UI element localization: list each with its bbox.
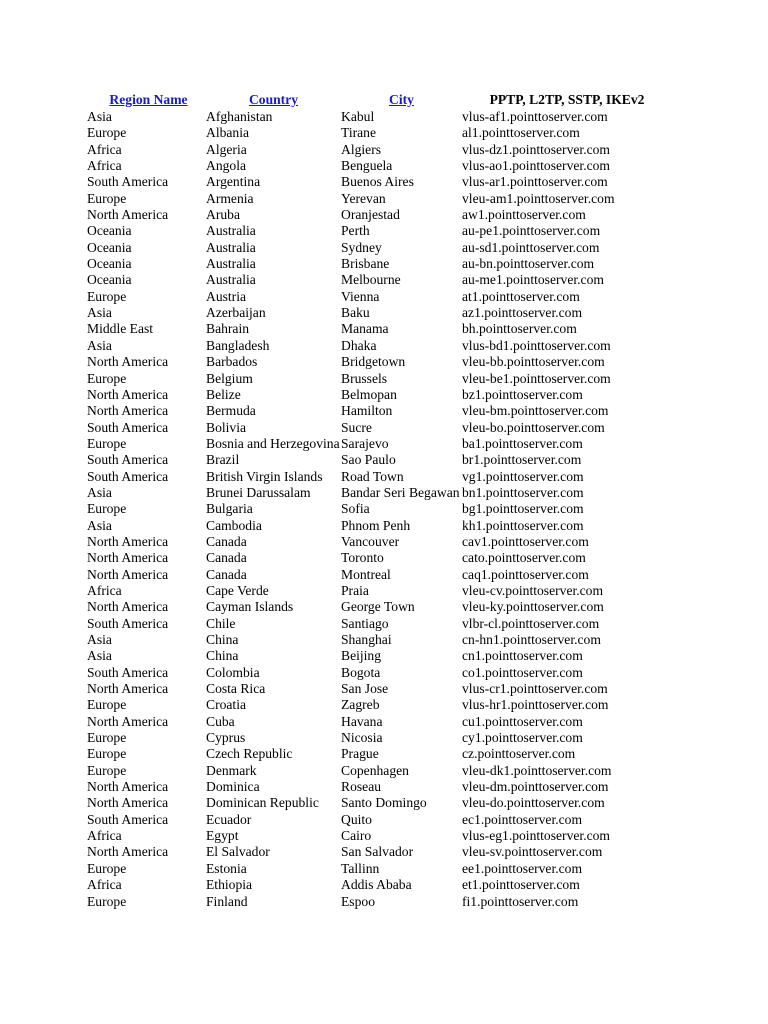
- table-row: [87, 665, 672, 681]
- city-cell: Bandar Seri Begawan: [341, 484, 460, 500]
- server-cell: aw1.pointtoserver.com: [462, 207, 586, 223]
- region-cell: North America: [87, 844, 169, 860]
- table-row: [87, 795, 672, 811]
- country-cell: Afghanistan: [206, 109, 273, 124]
- country-cell: Costa Rica: [206, 681, 266, 697]
- city-cell: Havana: [341, 713, 383, 729]
- country-cell: Australia: [206, 223, 256, 239]
- server-cell: ec1.pointtoserver.com: [462, 811, 583, 827]
- server-cell: at1.pointtoserver.com: [462, 288, 580, 304]
- table-row: [87, 894, 672, 910]
- server-cell: bg1.pointtoserver.com: [462, 501, 584, 517]
- city-cell: Bridgetown: [341, 354, 406, 370]
- table-header: [87, 92, 672, 109]
- region-name-header-link[interactable]: Region Name: [109, 92, 188, 107]
- server-cell: co1.pointtoserver.com: [462, 664, 583, 680]
- region-cell: Africa: [87, 141, 122, 157]
- city-header-link[interactable]: City: [389, 92, 414, 107]
- country-cell: Argentina: [206, 174, 261, 190]
- city-cell: Addis Ababa: [341, 877, 412, 893]
- city-cell: Zagreb: [341, 697, 380, 713]
- region-cell: Africa: [87, 158, 122, 174]
- table-row: [87, 174, 672, 190]
- region-cell: Africa: [87, 828, 122, 844]
- table-row: [87, 354, 672, 370]
- server-cell: cn-hn1.pointtoserver.com: [462, 632, 601, 647]
- table-row: [87, 240, 672, 256]
- country-cell: Estonia: [206, 860, 247, 876]
- region-cell: Europe: [87, 762, 127, 778]
- table-row: [87, 289, 672, 305]
- header-row: [87, 92, 672, 109]
- table-row: [87, 616, 672, 632]
- region-cell: North America: [87, 354, 169, 370]
- region-cell: North America: [87, 795, 169, 811]
- server-cell: az1.pointtoserver.com: [462, 305, 583, 321]
- country-cell: Brazil: [206, 452, 240, 468]
- server-cell: vleu-do.pointtoserver.com: [462, 795, 605, 811]
- server-cell: ba1.pointtoserver.com: [462, 435, 583, 451]
- table-row: [87, 420, 672, 436]
- city-cell: Brisbane: [341, 256, 390, 272]
- country-cell: Canada: [206, 566, 247, 582]
- region-cell: South America: [87, 615, 169, 631]
- region-cell: South America: [87, 811, 169, 827]
- city-cell: Hamilton: [341, 403, 393, 419]
- server-cell: vlus-af1.pointtoserver.com: [462, 109, 608, 124]
- region-cell: Middle East: [87, 321, 154, 337]
- city-cell: Sarajevo: [341, 435, 389, 451]
- country-cell: Finland: [206, 893, 248, 909]
- table-row: [87, 746, 672, 762]
- city-cell: Beijing: [341, 648, 382, 664]
- country-cell: Angola: [206, 158, 247, 174]
- region-cell: Oceania: [87, 256, 132, 272]
- country-cell: Bosnia and Herzegovina: [206, 435, 340, 451]
- region-cell: Oceania: [87, 272, 132, 288]
- region-cell: North America: [87, 386, 169, 402]
- city-cell: Copenhagen: [341, 762, 409, 778]
- city-cell: Vienna: [341, 288, 380, 304]
- city-cell: Sao Paulo: [341, 452, 396, 468]
- table-row: [87, 256, 672, 272]
- server-cell: vleu-bm.pointtoserver.com: [462, 403, 609, 419]
- server-cell: caq1.pointtoserver.com: [462, 566, 589, 582]
- country-cell: Ecuador: [206, 811, 252, 827]
- table-row: [87, 305, 672, 321]
- server-cell: cu1.pointtoserver.com: [462, 713, 583, 729]
- city-cell: Prague: [341, 746, 379, 762]
- country-cell: Dominican Republic: [206, 795, 319, 811]
- country-cell: Brunei Darussalam: [206, 484, 311, 500]
- table-row: [87, 403, 672, 419]
- table-row: [87, 191, 672, 207]
- city-cell: Tallinn: [341, 860, 380, 876]
- city-cell: Nicosia: [341, 730, 383, 746]
- city-cell: Oranjestad: [341, 207, 400, 223]
- server-cell: vlus-hr1.pointtoserver.com: [462, 697, 609, 713]
- region-cell: South America: [87, 468, 169, 484]
- server-cell: ee1.pointtoserver.com: [462, 860, 583, 876]
- city-cell: Vancouver: [341, 533, 400, 549]
- country-cell: Denmark: [206, 762, 257, 778]
- city-cell: Espoo: [341, 893, 375, 909]
- country-cell: Australia: [206, 239, 256, 255]
- country-cell: Algeria: [206, 141, 247, 157]
- city-cell: Benguela: [341, 158, 393, 174]
- table-row: [87, 452, 672, 468]
- country-cell: Bulgaria: [206, 501, 253, 517]
- table-row: [87, 207, 672, 223]
- server-cell: vlus-bd1.pointtoserver.com: [462, 337, 611, 353]
- city-cell: Brussels: [341, 370, 388, 386]
- city-cell: Sofia: [341, 501, 370, 517]
- country-cell: Egypt: [206, 828, 239, 844]
- table-row: [87, 371, 672, 387]
- table-row: [87, 567, 672, 583]
- table-row: [87, 632, 672, 648]
- city-cell: Algiers: [341, 141, 382, 157]
- server-cell: et1.pointtoserver.com: [462, 877, 580, 893]
- table-row: [87, 714, 672, 730]
- country-cell: Armenia: [206, 190, 254, 206]
- table-row: [87, 730, 672, 746]
- table-row: [87, 648, 672, 664]
- server-cell: vleu-sv.pointtoserver.com: [462, 844, 603, 860]
- city-cell: Belmopan: [341, 386, 397, 402]
- region-cell: North America: [87, 207, 169, 223]
- server-cell: vlus-ar1.pointtoserver.com: [462, 174, 608, 190]
- table-row: [87, 877, 672, 893]
- table-row: [87, 518, 672, 534]
- country-cell: Cayman Islands: [206, 599, 294, 615]
- country-cell: Azerbaijan: [206, 305, 266, 321]
- region-cell: Europe: [87, 746, 127, 762]
- country-header-link[interactable]: Country: [248, 92, 299, 107]
- country-cell: China: [206, 632, 239, 647]
- region-cell: Asia: [87, 305, 112, 321]
- region-cell: Asia: [87, 109, 112, 124]
- city-cell: Kabul: [341, 109, 375, 124]
- region-cell: North America: [87, 713, 169, 729]
- table-row: [87, 485, 672, 501]
- city-cell: Sydney: [341, 239, 382, 255]
- city-cell: Tirane: [341, 125, 376, 141]
- region-cell: Europe: [87, 730, 127, 746]
- region-cell: Europe: [87, 893, 127, 909]
- country-cell: Barbados: [206, 354, 258, 370]
- server-cell: bn1.pointtoserver.com: [462, 484, 584, 500]
- city-cell: Road Town: [341, 468, 404, 484]
- country-cell: Canada: [206, 550, 247, 566]
- server-cell: cav1.pointtoserver.com: [462, 533, 589, 549]
- city-cell: Sucre: [341, 419, 372, 435]
- city-cell: Buenos Aires: [341, 174, 414, 190]
- table-row: [87, 812, 672, 828]
- server-cell: vlus-dz1.pointtoserver.com: [462, 141, 610, 157]
- table-row: [87, 321, 672, 337]
- server-cell: au-pe1.pointtoserver.com: [462, 223, 601, 239]
- server-cell: al1.pointtoserver.com: [462, 125, 580, 141]
- region-cell: Europe: [87, 860, 127, 876]
- table-row: [87, 272, 672, 288]
- table-row: [87, 844, 672, 860]
- city-cell: Dhaka: [341, 337, 377, 353]
- city-cell: Montreal: [341, 566, 391, 582]
- country-cell: Cyprus: [206, 730, 246, 746]
- city-cell: Cairo: [341, 828, 372, 844]
- region-cell: South America: [87, 452, 169, 468]
- server-cell: vlus-ao1.pointtoserver.com: [462, 158, 610, 174]
- server-cell: cy1.pointtoserver.com: [462, 730, 583, 746]
- server-cell: au-sd1.pointtoserver.com: [462, 239, 600, 255]
- table-row: [87, 534, 672, 550]
- city-cell: Toronto: [341, 550, 384, 566]
- city-cell: Santo Domingo: [341, 795, 427, 811]
- city-cell: Manama: [341, 321, 389, 337]
- region-cell: Europe: [87, 190, 127, 206]
- country-cell: Australia: [206, 272, 256, 288]
- server-cell: vleu-am1.pointtoserver.com: [462, 190, 615, 206]
- table-row: [87, 697, 672, 713]
- region-cell: North America: [87, 403, 169, 419]
- table-row: [87, 387, 672, 403]
- table-row: [87, 223, 672, 239]
- region-cell: South America: [87, 174, 169, 190]
- country-cell: Austria: [206, 288, 247, 304]
- region-cell: Europe: [87, 697, 127, 713]
- region-cell: Asia: [87, 484, 112, 500]
- country-cell: Croatia: [206, 697, 247, 713]
- server-cell: vleu-cv.pointtoserver.com: [462, 582, 604, 598]
- table-row: [87, 828, 672, 844]
- region-cell: Europe: [87, 435, 127, 451]
- region-cell: North America: [87, 550, 169, 566]
- country-cell: Cape Verde: [206, 582, 269, 598]
- server-cell: vleu-dm.pointtoserver.com: [462, 779, 609, 795]
- country-cell: El Salvador: [206, 844, 270, 860]
- country-cell: Cuba: [206, 713, 235, 729]
- table-row: [87, 109, 672, 125]
- table-row: [87, 779, 672, 795]
- city-cell: Praia: [341, 582, 369, 598]
- table-row: [87, 338, 672, 354]
- country-cell: Belgium: [206, 370, 253, 386]
- country-cell: Bermuda: [206, 403, 256, 419]
- country-cell: Canada: [206, 533, 247, 549]
- table-row: [87, 501, 672, 517]
- country-cell: Albania: [206, 125, 250, 141]
- region-cell: Asia: [87, 337, 112, 353]
- table-row: [87, 763, 672, 779]
- table-row: [87, 681, 672, 697]
- country-cell: Colombia: [206, 664, 260, 680]
- city-cell: Baku: [341, 305, 370, 321]
- table-row: [87, 142, 672, 158]
- server-cell: vleu-bo.pointtoserver.com: [462, 419, 605, 435]
- server-cell: br1.pointtoserver.com: [462, 452, 582, 468]
- server-cell: bz1.pointtoserver.com: [462, 386, 583, 402]
- server-cell: fi1.pointtoserver.com: [462, 893, 579, 909]
- city-cell: Perth: [341, 223, 370, 239]
- region-cell: Europe: [87, 288, 127, 304]
- vpn-server-table: [87, 92, 672, 910]
- region-cell: South America: [87, 664, 169, 680]
- server-cell: vg1.pointtoserver.com: [462, 468, 584, 484]
- server-cell: vlbr-cl.pointtoserver.com: [462, 615, 600, 631]
- server-cell: vlus-eg1.pointtoserver.com: [462, 828, 610, 844]
- region-cell: Asia: [87, 648, 112, 664]
- table-row: [87, 436, 672, 452]
- region-cell: Asia: [87, 632, 112, 647]
- country-cell: Ethiopia: [206, 877, 253, 893]
- city-cell: San Salvador: [341, 844, 414, 860]
- city-cell: Quito: [341, 811, 372, 827]
- region-cell: Africa: [87, 582, 122, 598]
- table-row: [87, 158, 672, 174]
- country-cell: Bahrain: [206, 321, 250, 337]
- table-row: [87, 861, 672, 877]
- region-cell: Oceania: [87, 239, 132, 255]
- region-cell: Europe: [87, 370, 127, 386]
- country-cell: Chile: [206, 615, 236, 631]
- city-cell: San Jose: [341, 681, 389, 697]
- server-cell: cato.pointtoserver.com: [462, 550, 586, 566]
- country-cell: Cambodia: [206, 517, 262, 533]
- server-cell: bh.pointtoserver.com: [462, 321, 577, 337]
- region-cell: Oceania: [87, 223, 132, 239]
- table-row: [87, 469, 672, 485]
- server-cell: vleu-be1.pointtoserver.com: [462, 370, 611, 386]
- city-cell: Santiago: [341, 615, 389, 631]
- server-cell: vlus-cr1.pointtoserver.com: [462, 681, 608, 697]
- server-cell: vleu-bb.pointtoserver.com: [462, 354, 605, 370]
- region-cell: North America: [87, 681, 169, 697]
- server-cell: cz.pointtoserver.com: [462, 746, 576, 762]
- country-cell: Belize: [206, 386, 241, 402]
- protocols-header: PPTP, L2TP, SSTP, IKEv2: [489, 92, 645, 107]
- city-cell: Melbourne: [341, 272, 401, 288]
- server-cell: cn1.pointtoserver.com: [462, 648, 583, 664]
- country-cell: China: [206, 648, 239, 664]
- server-cell: kh1.pointtoserver.com: [462, 517, 584, 533]
- region-cell: North America: [87, 599, 169, 615]
- city-cell: Bogota: [341, 664, 381, 680]
- country-cell: Bangladesh: [206, 337, 270, 353]
- city-cell: Phnom Penh: [341, 517, 411, 533]
- region-cell: North America: [87, 566, 169, 582]
- server-cell: vleu-ky.pointtoserver.com: [462, 599, 604, 615]
- region-cell: Europe: [87, 125, 127, 141]
- city-cell: Yerevan: [341, 190, 386, 206]
- table-row: [87, 125, 672, 141]
- table-row: [87, 583, 672, 599]
- server-cell: au-me1.pointtoserver.com: [462, 272, 604, 288]
- table-row: [87, 599, 672, 615]
- country-cell: Dominica: [206, 779, 260, 795]
- region-cell: Asia: [87, 517, 112, 533]
- region-cell: Europe: [87, 501, 127, 517]
- region-cell: North America: [87, 533, 169, 549]
- country-cell: Czech Republic: [206, 746, 293, 762]
- country-cell: Aruba: [206, 207, 240, 223]
- city-cell: George Town: [341, 599, 415, 615]
- city-cell: Roseau: [341, 779, 382, 795]
- server-cell: vleu-dk1.pointtoserver.com: [462, 762, 612, 778]
- country-cell: Bolivia: [206, 419, 247, 435]
- region-cell: South America: [87, 419, 169, 435]
- table-body: [87, 109, 672, 910]
- city-cell: Shanghai: [341, 632, 392, 647]
- region-cell: North America: [87, 779, 169, 795]
- server-cell: au-bn.pointtoserver.com: [462, 256, 595, 272]
- country-cell: British Virgin Islands: [206, 468, 323, 484]
- country-cell: Australia: [206, 256, 256, 272]
- table-row: [87, 550, 672, 566]
- region-cell: Africa: [87, 877, 122, 893]
